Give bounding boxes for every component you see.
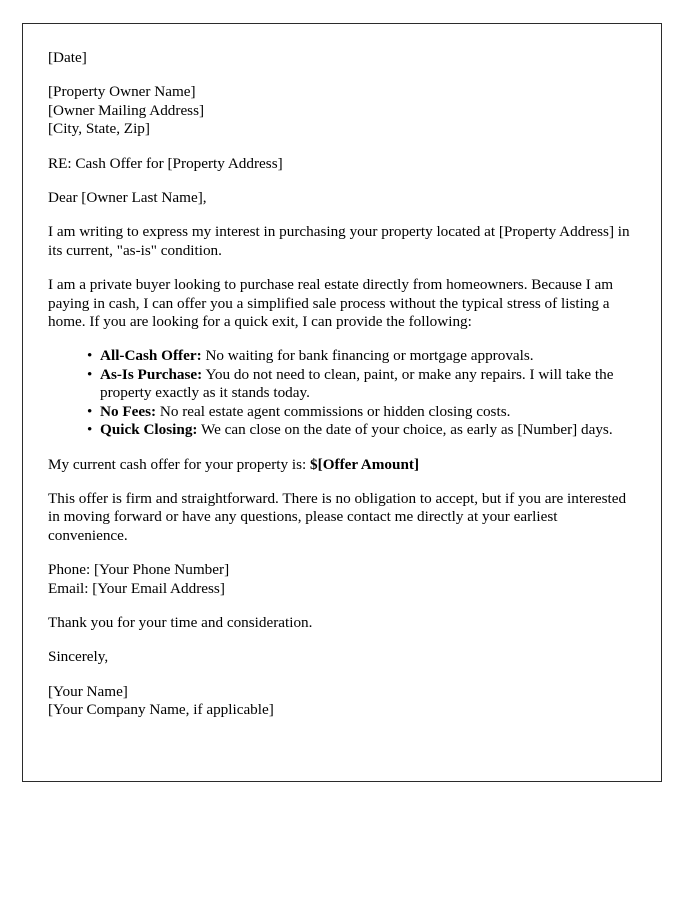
- offer-amount-value: $[Offer Amount]: [310, 455, 420, 473]
- document-page: [22, 23, 662, 782]
- salutation-block: [48, 189, 632, 207]
- subject-line-block: [48, 155, 632, 173]
- benefit-text: No waiting for bank financing or mortgage approvals.: [201, 347, 534, 365]
- recipient-address: [Owner Mailing Address]: [48, 101, 205, 119]
- paragraph-closing-statement: This offer is firm and straightforward. There is no obligation to accept, but if you are interested in moving forward or have any questions, please contact me directly at your earliest convenience.: [48, 489, 627, 544]
- recipient-address-block: [48, 83, 632, 138]
- list-item: [87, 366, 632, 403]
- benefit-text: No real estate agent commissions or hidden closing costs.: [156, 402, 511, 420]
- sign-off-block: [48, 648, 632, 666]
- benefit-text: We can close on the date of your choice, as early as [Number] days.: [197, 421, 613, 439]
- date-block: [48, 49, 632, 67]
- date-line: [Date]: [48, 49, 87, 66]
- sign-off: Sincerely,: [48, 648, 109, 666]
- signature-company: [Your Company Name, if applicable]: [48, 701, 274, 719]
- signature-name: [Your Name]: [48, 682, 128, 700]
- benefit-label: No Fees:: [100, 402, 157, 420]
- benefit-text: You do not need to clean, paint, or make any repairs. I will take the property exactly as it stands today.: [100, 365, 614, 402]
- offer-prefix: My current cash offer for your property is:: [48, 455, 311, 473]
- recipient-name: [Property Owner Name]: [48, 83, 196, 101]
- list-item: [87, 403, 632, 421]
- salutation: Dear [Owner Last Name],: [48, 189, 207, 207]
- list-item: [87, 421, 632, 439]
- letter-body: [48, 49, 632, 736]
- benefit-label: All-Cash Offer:: [100, 347, 202, 365]
- benefit-label: Quick Closing:: [100, 421, 198, 439]
- paragraph-intro: I am writing to express my interest in purchasing your property located at [Property Address] in its current, "as-is" condition.: [48, 223, 630, 259]
- contact-block: [48, 561, 632, 598]
- paragraph-background: I am a private buyer looking to purchase real estate directly from homeowners. Because I am paying in cash, I can offer you a simplified sale process without the typical stress of listing a home. If you are looking for a quick exit, I can provide the following:: [48, 276, 614, 331]
- benefits-list: [48, 347, 632, 439]
- signature-block: [48, 683, 632, 720]
- paragraph-thanks: Thank you for your time and consideration.: [48, 613, 313, 631]
- contact-email: Email: [Your Email Address]: [48, 579, 225, 597]
- contact-phone: Phone: [Your Phone Number]: [48, 561, 230, 579]
- subject-line: RE: Cash Offer for [Property Address]: [48, 154, 283, 172]
- benefit-label: As-Is Purchase:: [100, 365, 203, 383]
- list-item: [87, 347, 632, 365]
- offer-amount-line: [48, 456, 632, 474]
- recipient-city-state-zip: [City, State, Zip]: [48, 120, 150, 138]
